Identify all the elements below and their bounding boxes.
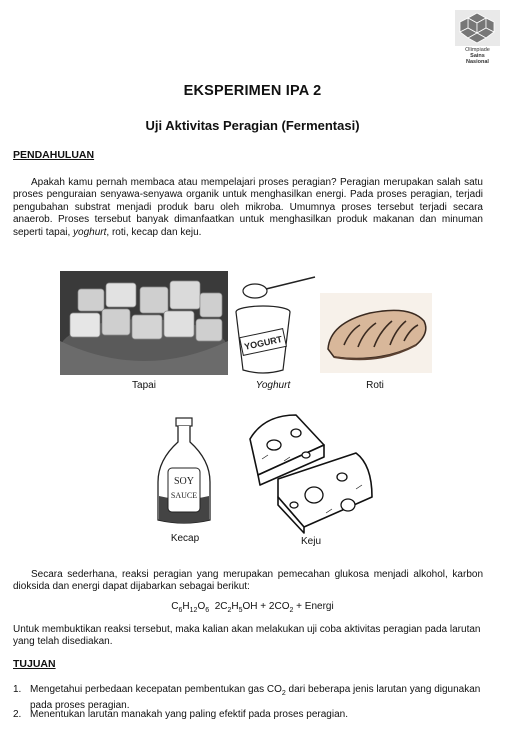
reaction-text: Secara sederhana, reaksi peragian yang merupakan pemecahan glukosa menjadi alkohol, karbon dioksida dan energi dapat dijabarkan sebagai berikut: bbox=[13, 569, 483, 593]
caption-tapai: Tapai bbox=[132, 380, 156, 391]
page-title: EKSPERIMEN IPA 2 bbox=[183, 83, 322, 99]
section-heading-pendahuluan: PENDAHULUAN bbox=[13, 149, 95, 161]
page-subtitle: Uji Aktivitas Peragian (Fermentasi) bbox=[145, 118, 360, 133]
keju-image bbox=[244, 409, 376, 535]
list-item-text-start: Mengetahui perbedaan kecepatan pembentukan gas CO bbox=[30, 684, 282, 695]
caption-keju: Keju bbox=[300, 536, 321, 547]
logo-line-3: Nasional bbox=[466, 59, 489, 65]
section-heading-tujuan: TUJUAN bbox=[13, 658, 56, 670]
list-item bbox=[13, 684, 483, 711]
yoghurt-image bbox=[233, 272, 318, 377]
caption-roti: Roti bbox=[366, 380, 384, 391]
formula-energy: + Energi bbox=[293, 601, 334, 612]
soy-label-line-1: SOY bbox=[173, 476, 195, 487]
yogurt-cup-label: YOGURT bbox=[243, 334, 284, 352]
intro-paragraph bbox=[13, 177, 483, 239]
formula-h-sub: 12 bbox=[189, 607, 198, 614]
list-item-text-end: dari beberapa jenis larutan yang digunakan pada proses peragian. bbox=[30, 684, 481, 711]
olimpiade-sains-nasional-logo bbox=[455, 10, 500, 72]
kecap-image bbox=[150, 416, 218, 528]
formula-ethanol-c: 2C bbox=[209, 601, 228, 612]
list-item-number: 2. bbox=[13, 709, 22, 720]
reaction-paragraph bbox=[13, 569, 483, 594]
formula-ethanol-c-sub: 2 bbox=[227, 607, 232, 614]
list-item-text: Menentukan larutan manakah yang paling efektif pada proses peragian. bbox=[30, 709, 348, 720]
caption-kecap: Kecap bbox=[170, 533, 200, 544]
fermentation-formula bbox=[0, 601, 505, 614]
list-item-sub: 2 bbox=[281, 690, 286, 697]
soy-label-line-2: SAUCE bbox=[170, 491, 198, 500]
formula-c-sub: 6 bbox=[178, 607, 183, 614]
instruction-paragraph: Untuk membuktikan reaksi tersebut, maka kalian akan melakukan uji coba aktivitas peragian pada larutan yang telah disediakan. bbox=[13, 624, 481, 648]
list-item bbox=[13, 709, 483, 721]
caption-yoghurt: Yoghurt bbox=[255, 380, 291, 391]
logo-text bbox=[455, 47, 500, 65]
list-item-number: 1. bbox=[13, 684, 22, 695]
list-item-text bbox=[30, 684, 485, 712]
intro-italic-text: yoghurt bbox=[73, 226, 107, 238]
tapai-image bbox=[60, 271, 228, 375]
formula-c: C bbox=[171, 601, 179, 612]
formula-o-sub: 6 bbox=[205, 607, 210, 614]
formula-ethanol-h: H bbox=[231, 601, 239, 612]
logo-line-2: Sains bbox=[470, 53, 485, 59]
formula-oh-co2: OH + 2CO bbox=[242, 601, 290, 612]
intro-text: Apakah kamu pernah membaca atau mempelajari proses peragian? Peragian merupakan salah satu proses penguraian senyawa-senyawa organik untuk menghasilkan energi. Pada proses peragian, terjadi pengubahan substrat menjadi produk baru oleh mikroba. Umumnya proses tersebut terjadi secara anaerob. Proses tersebut banyak dimanfaatkan untuk menghasilkan produk makanan dan minuman seperti tapai, bbox=[13, 177, 483, 238]
formula-ethanol-h-sub: 5 bbox=[238, 607, 243, 614]
formula-o: O bbox=[197, 601, 206, 612]
cube-logo-icon bbox=[455, 10, 500, 46]
logo-line-1: Olimpiade bbox=[465, 47, 490, 53]
roti-image bbox=[320, 293, 432, 373]
formula-h: H bbox=[182, 601, 190, 612]
intro-text-end: , roti, kecap dan keju. bbox=[106, 226, 202, 238]
formula-co2-sub: 2 bbox=[289, 607, 294, 614]
